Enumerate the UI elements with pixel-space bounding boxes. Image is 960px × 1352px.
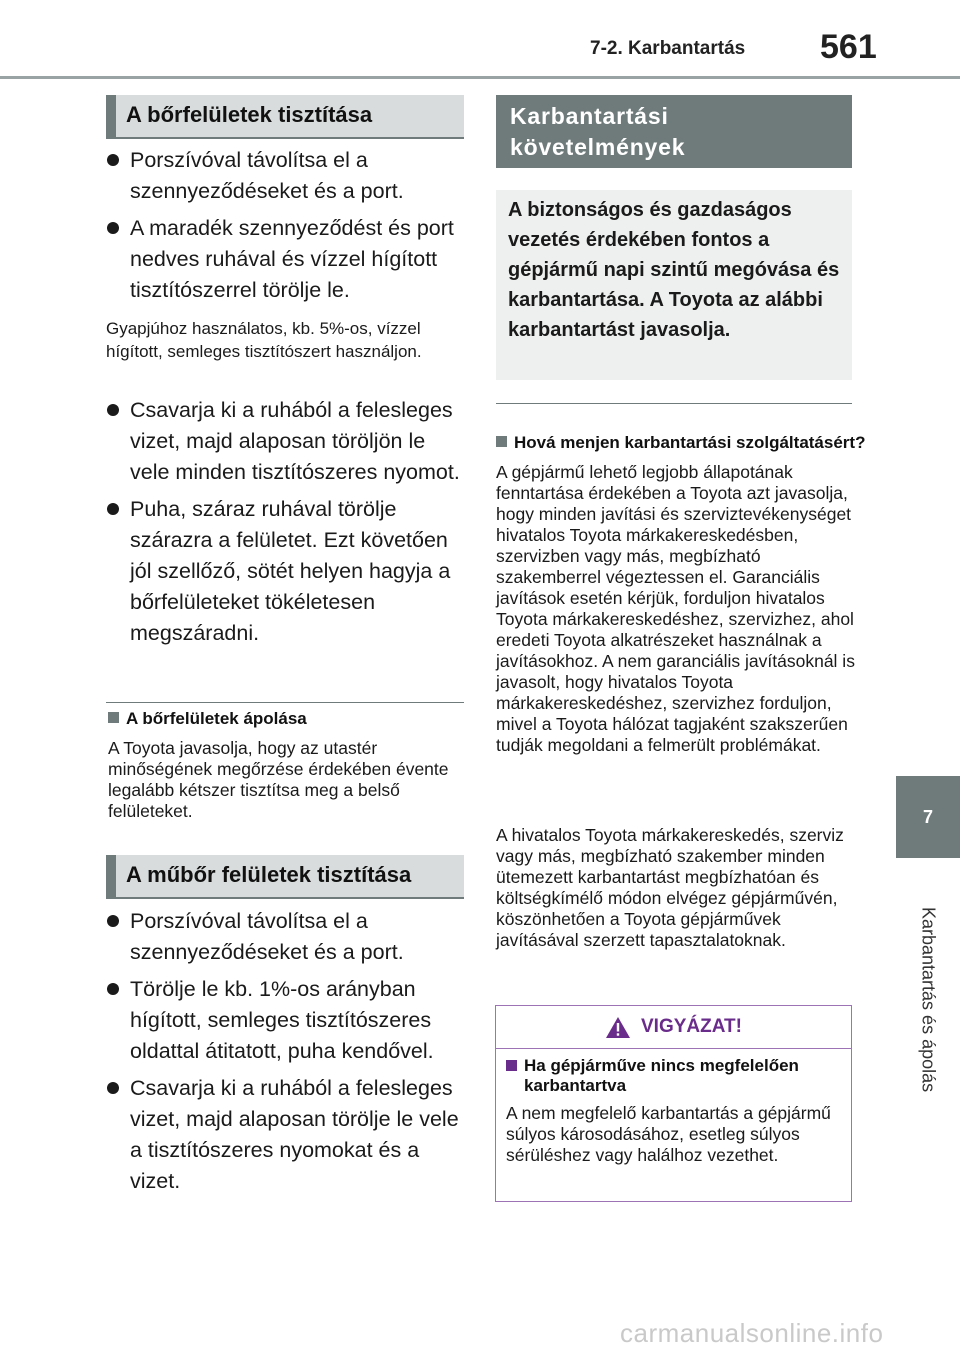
section-heading-synthetic-leather xyxy=(106,855,464,899)
bullet-list-leather-b xyxy=(106,395,462,655)
intro-box xyxy=(496,190,852,380)
section-title: Karbantartási követelmények xyxy=(510,103,686,160)
watermark: carmanualsonline.info xyxy=(620,1318,884,1348)
warning-divider xyxy=(496,1048,851,1049)
header-divider xyxy=(0,76,960,79)
note-text: Gyapjúhoz használatos, kb. 5%-os, vízzel hígított, semleges tisztítószert használjon. xyxy=(106,319,422,361)
section-title: A bőrfelületek tisztítása xyxy=(126,102,373,127)
divider xyxy=(106,702,464,703)
list-item: Csavarja ki a ruhából a felesleges vizet, majd alaposan töröljön le vele minden tisztítószeres nyomot. xyxy=(106,395,462,488)
body-text-service: A gépjármű lehető legjobb állapotának fenntartása érdekében a Toyota azt javasolja, hogy minden javítási és szerviztevékenységet hivatalos Toyota márkakereskedésben, szervizben vagy más, megbízható szakemberrel végeztessen el. Garanciális javítások esetén kérjük, forduljon hivatalos Toyota márkakereskedéshez, szervizhez, ahol eredeti Toyota alkatrészeket használnak a javításokhoz. A nem garanciális javításoknál is javasolt, hogy hivatalos Toyota márkakereskedéshez, szervizhez forduljon, mivel a Toyota hálózat tagjaként szakszerűen tudják megoldani a felmerült problémákat. xyxy=(496,462,855,755)
list-item: Törölje le kb. 1%-os arányban hígított, semleges tisztítószeres oldattal átitatott, puha kendővel. xyxy=(106,974,462,1067)
list-item: Porszívóval távolítsa el a szennyeződéseket és a port. xyxy=(106,906,462,968)
heading-accent-bar xyxy=(106,855,116,897)
chapter-title-text: Karbantartás és ápolás xyxy=(918,907,939,1093)
warning-sub-heading: Ha gépjárműve nincs megfelelően karbantartva xyxy=(506,1056,841,1096)
section-heading-maintenance xyxy=(496,95,852,168)
chapter-title xyxy=(896,870,960,1130)
warning-text: A nem megfelelő karbantartás a gépjármű súlyos károsodásához, esetleg súlyos sérüléshez vagy halálhoz vezethet. xyxy=(506,1103,831,1165)
divider xyxy=(496,403,852,404)
section-title: A műbőr felületek tisztítása xyxy=(126,862,412,887)
list-item: Csavarja ki a ruhából a felesleges vizet, majd alaposan törölje le vele a tisztítószeres nyomokat és a vizet. xyxy=(106,1073,462,1197)
body-text-leather-care: A Toyota javasolja, hogy az utastér minőségének megőrzése érdekében évente legalább kétszer tisztítsa meg a belső felületeket. xyxy=(108,738,449,821)
sub-heading-leather-care: A bőrfelületek ápolása xyxy=(108,708,482,729)
intro-text: A biztonságos és gazdaságos vezetés érdekében fontos a gépjármű napi szintű megóvása és karbantartása. A Toyota az alábbi karbantartást javasolja. xyxy=(508,199,840,341)
bullet-list-synthetic-leather xyxy=(106,906,462,1203)
warning-header xyxy=(496,1006,851,1048)
page-number: 561 xyxy=(820,28,877,66)
section-label: 7-2. Karbantartás xyxy=(590,38,746,59)
section-heading-leather xyxy=(106,95,464,139)
warning-label: VIGYÁZAT! xyxy=(641,1016,742,1037)
list-item: A maradék szennyeződést és port nedves ruhával és vízzel hígított tisztítószerrel törölje le. xyxy=(106,213,462,306)
chapter-tab[interactable]: 7 xyxy=(896,776,960,858)
warning-triangle-icon xyxy=(605,1016,631,1039)
sub-heading-service: Hová menjen karbantartási szolgáltatásért? xyxy=(496,432,870,453)
body-text-service-2: A hivatalos Toyota márkakereskedés, szerviz vagy más, megbízható szakember minden ütemezett karbantartást megbízhatóan és költségkímélő módon elvégez gépjárművén, köszönhetően a Toyota gépjárművek javításával szerzett tapasztalatoknak. xyxy=(496,825,844,950)
list-item: Puha, száraz ruhával törölje szárazra a felületet. Ezt követően jól szellőző, sötét helyen hagyja a bőrfelületeket tökéletesen megszáradni. xyxy=(106,494,462,649)
list-item: Porszívóval távolítsa el a szennyeződéseket és a port. xyxy=(106,145,462,207)
warning-box xyxy=(495,1005,852,1202)
heading-accent-bar xyxy=(106,95,116,137)
bullet-list-leather-a xyxy=(106,145,462,312)
